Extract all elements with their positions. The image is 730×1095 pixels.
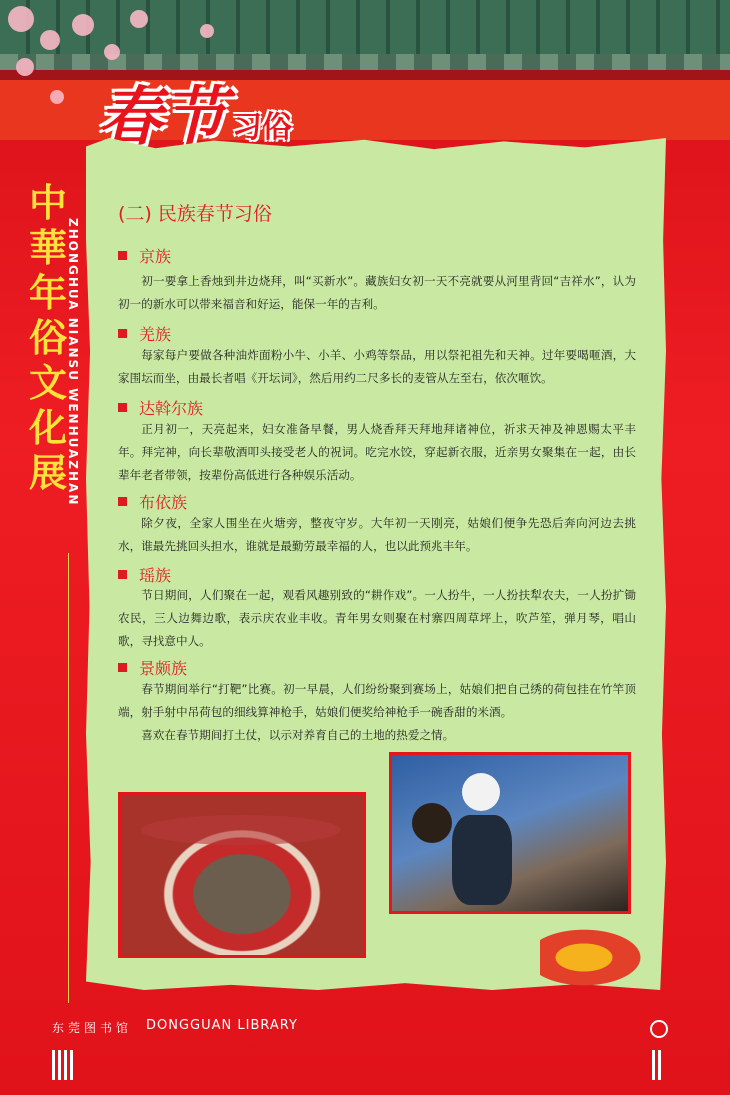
- photo-circle-dance: [118, 792, 366, 958]
- heading-yao: 瑶族: [118, 563, 171, 586]
- bullet-square-icon: [118, 329, 127, 338]
- vertical-pinyin: ZHONGHUA NIANSU WENHUAZHAN: [66, 218, 80, 507]
- page-title: 春节: [98, 80, 226, 155]
- paragraph-jing: 初一要拿上香烛到井边烧拜，叫“买新水”。藏族妇女初一天不亮就要从河里背回“吉祥水”，认为初一的新水可以带来福音和好运，能保一年的吉利。: [118, 274, 636, 311]
- heading-qiang: 羌族: [118, 322, 171, 345]
- lion-dance-decoration: [540, 925, 650, 990]
- paragraph-yao: 节日期间，人们聚在一起，观看风趣别致的“耕作戏”。一人扮牛，一人扮扶犁农夫，一人扮扩锄农民，三人边舞边歌，表示庆农业丰收。青年男女则聚在村寨四周草坪上，吹芦笙，弹月琴，唱山歌，寻找意中人。: [118, 588, 636, 648]
- paragraph-bouyei: 除夕夜，全家人围坐在火塘旁，整夜守岁。大年初一天刚亮，姑娘们便争先恐后奔向河边去挑水，谁最先挑回头担水，谁就是最勤劳最幸福的人，也以此预兆丰年。: [118, 516, 636, 553]
- section-title: (二) 民族春节习俗: [118, 203, 272, 225]
- footer-library-en: DONGGUAN LIBRARY: [146, 1018, 298, 1033]
- paragraph-jingpo-1: 春节期间举行“打靶”比赛。初一早晨，人们纷纷聚到赛场上，姑娘们把自己绣的荷包挂在竹竿顶端，射手射中吊荷包的细线算神枪手，姑娘们便奖给神枪手一碗香甜的米酒。: [118, 682, 636, 719]
- vertical-divider: [68, 553, 69, 1003]
- heading-jingpo: 景颇族: [118, 656, 187, 679]
- bullet-square-icon: [118, 403, 127, 412]
- paragraph-daur: 正月初一，天亮起来，妇女准备早餐，男人烧香拜天拜地拜诸神位，祈求天神及神恩赐太平丰年。拜完神，向长辈敬酒叩头接受老人的祝词。吃完水饺，穿起新衣服，近亲男女聚集在一起，由长辈年老者带领，按辈份高低进行各种娱乐活动。: [118, 422, 636, 482]
- footer-stripes-right: [652, 1050, 664, 1080]
- page-subtitle: 习俗: [232, 110, 292, 145]
- heading-jing: 京族: [118, 244, 171, 267]
- bullet-square-icon: [118, 570, 127, 579]
- footer-stripes-left: [52, 1050, 74, 1080]
- paragraph-qiang: 每家每户要做各种油炸面粉小牛、小羊、小鸡等祭品，用以祭祀祖先和天神。过年要喝咂酒，大家围坛而坐，由最长者唱《开坛词》，然后用约二尺多长的麦管从左至右，依次咂饮。: [118, 348, 636, 385]
- bullet-square-icon: [118, 251, 127, 260]
- bullet-square-icon: [118, 663, 127, 672]
- footer-library-cn: 东莞图书馆: [52, 1021, 133, 1035]
- heading-bouyei: 布依族: [118, 490, 187, 513]
- bullet-square-icon: [118, 497, 127, 506]
- photo-musicians: [389, 752, 631, 914]
- library-logo-icon: [650, 1020, 668, 1038]
- paragraph-jingpo-2: 喜欢在春节期间打土仗，以示对养育自己的土地的热爱之情。: [141, 728, 455, 742]
- heading-daur: 达斡尔族: [118, 396, 203, 419]
- vertical-exhibition-title: 中華年俗文化展: [28, 180, 67, 495]
